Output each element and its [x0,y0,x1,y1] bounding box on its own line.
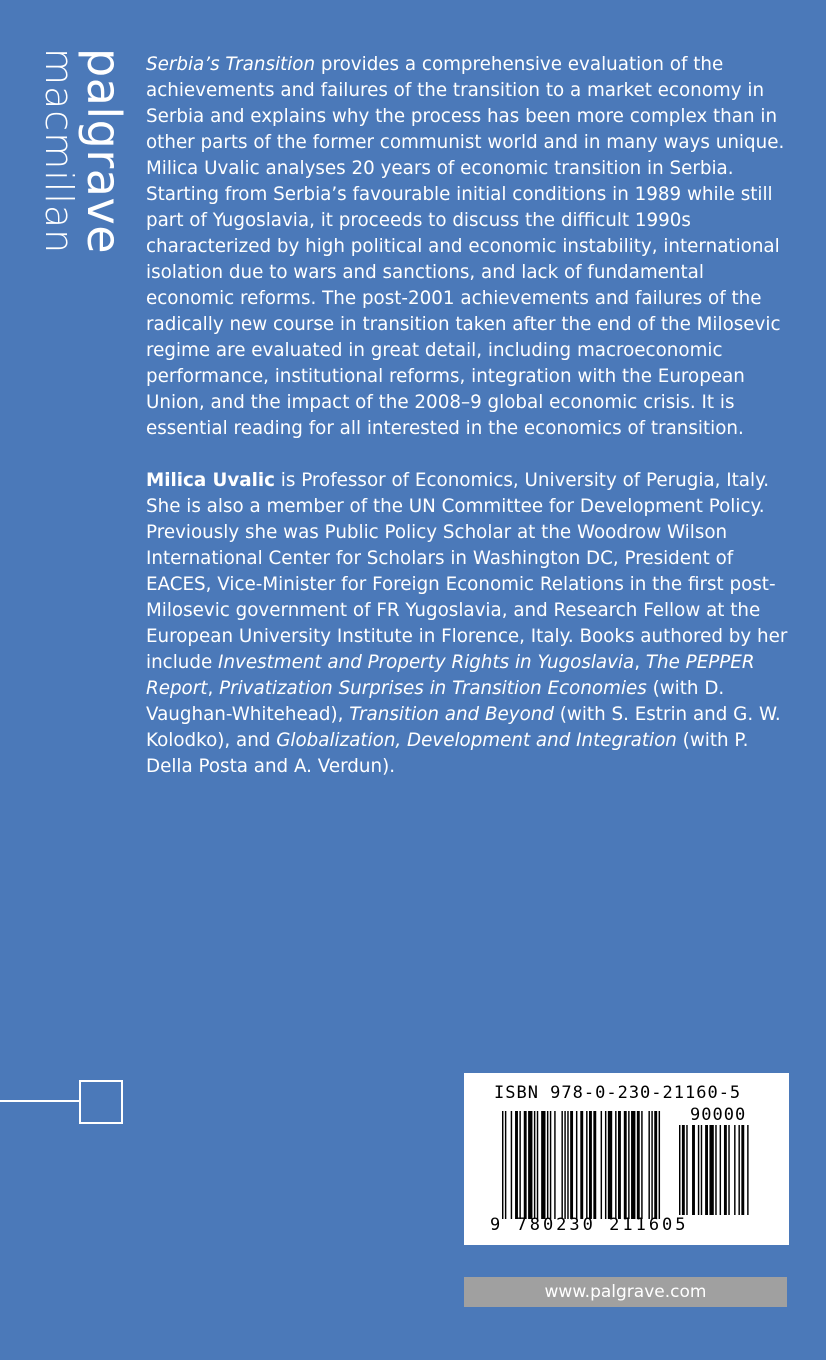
barcode-bar [593,1111,596,1219]
author-bio [146,468,796,780]
barcode-bar [561,1111,562,1219]
barcode-bar [554,1111,555,1219]
ean-barcode [502,1111,662,1219]
barcode-bar [564,1111,565,1219]
barcode-bar [537,1111,538,1219]
barcode-bar [550,1111,551,1219]
decorative-square [79,1080,123,1124]
barcode-bar [586,1111,587,1219]
book-title-3: Privatization Surprises in Transition Economies [219,678,647,699]
barcode-bar [651,1111,652,1219]
barcode-bar [659,1111,660,1219]
book-title-5: Globalization, Development and Integration [276,730,677,751]
barcode-bar [648,1111,649,1219]
barcode-bar [528,1111,532,1219]
description-text: provides a comprehensive evaluation of the achievements and failures of the transition to a market economy in Serbia and explains why the process has been more complex than in other parts of the former communist world and in many ways unique. Milica Uvalic analyses 20 years of economic transition in Serbia. Starting from Serbia’s favourable initial conditions in 1989 while still part of Yugoslavia, it proceeds to discuss the difficult 1990s characterized by high political and economic instability, international isolation due to wars and sanctions, and lack of fundamental economic reforms. The post-2001 achievements and failures of the radically new course in transition taken after the end of the Milosevic regime are evaluated in great detail, including macroeconomic performance, institutional reforms, integration with the European Union, and the impact of the 2008–9 global economic crisis. It is essential reading for all interested in the economics of transition. [146,54,785,439]
barcode-bar [741,1125,744,1215]
barcode-bar [615,1111,616,1219]
decorative-line [0,1100,80,1102]
barcode-bar [547,1111,548,1219]
barcode-bar [679,1125,680,1215]
barcode-bar [589,1111,592,1219]
barcode-bar [511,1111,512,1219]
barcode-bar [502,1111,503,1219]
barcode-bar [747,1125,748,1215]
separator-1: , [634,652,646,673]
barcode-bar [541,1111,545,1219]
barcode-bar [519,1111,520,1219]
coauthors-4: (with S. Estrin and G. W. Kolodko), and [146,704,781,751]
barcode-bar [728,1125,729,1215]
barcode-bar [654,1111,657,1219]
barcode-bar [724,1125,727,1215]
barcode-bar [705,1125,708,1215]
book-title-2: The PEPPER Report [146,652,755,699]
barcode-bar [576,1111,577,1219]
price-barcode [679,1125,759,1215]
book-description [146,52,796,442]
price-code: 90000 [690,1105,747,1125]
logo-macmillan: macmillan [37,48,81,255]
website-url[interactable]: www.palgrave.com [464,1277,787,1307]
book-title-4: Transition and Beyond [349,704,554,725]
barcode-bar [692,1125,695,1215]
barcode-bar [505,1111,506,1219]
barcode-bar [628,1111,629,1219]
barcode-bar [624,1111,627,1219]
barcode-bar [524,1111,527,1219]
barcode-bar [608,1111,612,1219]
logo-palgrave: palgrave [77,48,131,254]
author-bio-text: is Professor of Economics, University of Perugia, Italy. She is also a member of the UN Committee for Development Policy. Previously she was Public Policy Scholar at the Woodrow Wilson International Center for Scholars in Washington DC, President of EACES, Vice-Minister for Foreign Economic Relations in the first post-Milosevic government of FR Yugoslavia, and Research Fellow at the European University Institute in Florence, Italy. Books authored by her include [146,470,788,673]
barcode-bar [618,1111,621,1219]
book-title: Serbia’s Transition [146,54,316,75]
barcode-bar [601,1111,602,1219]
barcode-bar [567,1111,568,1219]
barcode-bar [534,1111,535,1219]
barcode-bar [701,1125,702,1215]
barcode-bar [605,1111,606,1219]
barcode-bar [515,1111,518,1219]
barcode-bar [631,1111,635,1219]
barcode-bar [682,1125,685,1215]
coauthors-5: (with P. Della Posta and A. Verdun). [146,730,749,777]
book-title-1: Investment and Property Rights in Yugoslavia [218,652,635,673]
barcode-number: 9 780230 211605 [490,1215,689,1235]
barcode-bar [686,1125,687,1215]
barcode-bar [734,1125,735,1215]
author-name: Milica Uvalic [146,470,275,491]
barcode-bar [570,1111,573,1219]
barcode-bar [720,1125,721,1215]
separator-2: , [207,678,220,699]
barcode-bar [641,1111,642,1219]
coauthors-3: (with D. Vaughan-Whitehead), [146,678,725,725]
barcode-bar [738,1125,739,1215]
barcode-bar [698,1125,699,1215]
barcode-bar [637,1111,640,1219]
isbn-label: ISBN 978-0-230-21160-5 [494,1083,742,1103]
barcode-bar [580,1111,583,1219]
barcode-bar [715,1125,716,1215]
barcode-bar [709,1125,713,1215]
barcode-panel [464,1073,789,1245]
back-cover-text [146,52,796,780]
publisher-logo [28,48,131,308]
